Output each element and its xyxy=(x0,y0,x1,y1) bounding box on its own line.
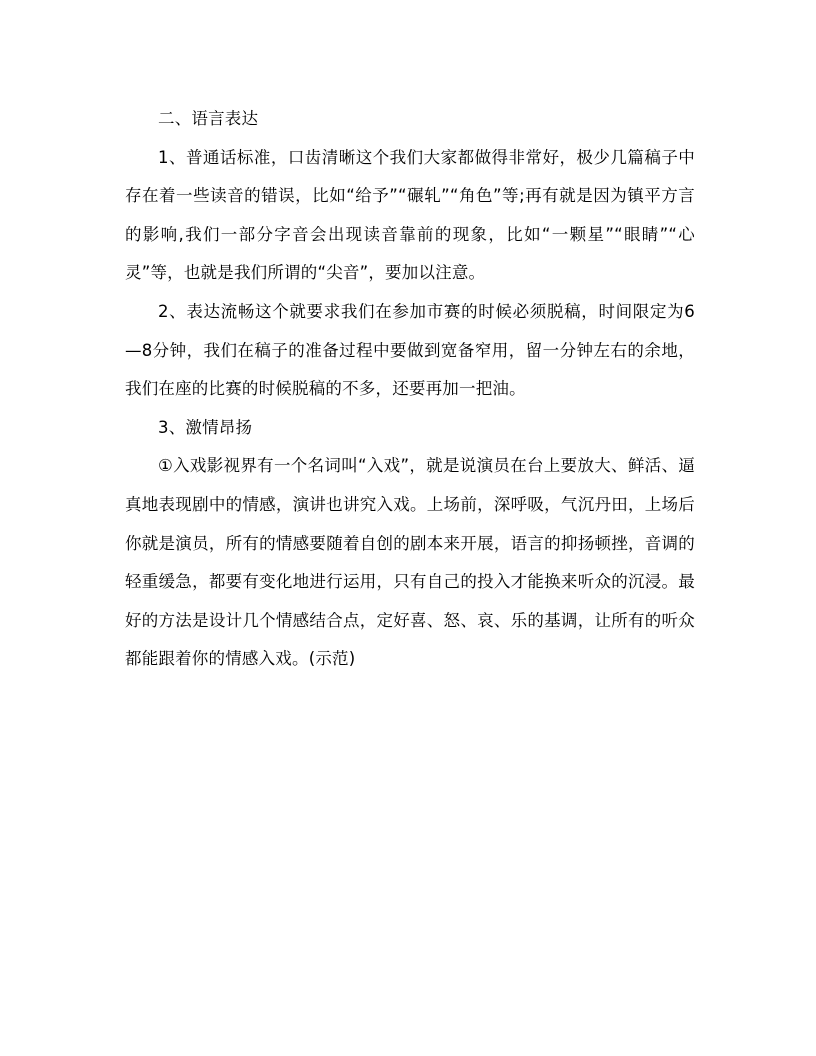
section-heading-language-expression: 二、语言表达 xyxy=(158,109,259,128)
paragraph-fluent-expression: 2、表达流畅这个就要求我们在参加市赛的时候必须脱稿，时间限定为6—8分钟，我们在稿子的准备过程中要做到宽备窄用，留一分钟左右的余地，我们在座的比赛的时候脱稿的不多，还要再加一把油。 xyxy=(125,301,695,399)
document-body xyxy=(125,100,695,679)
subheading-passion: 3、激情昂扬 xyxy=(158,417,253,437)
paragraph-mandarin-standard: 1、普通话标准，口齿清晰这个我们大家都做得非常好，极少几篇稿子中存在着一些读音的错误，比如“给予”“碾轧”“角色”等;再有就是因为镇平方言的影响,我们一部分字音会出现读音靠前的现象，比如“一颗星”“眼睛”“心灵”等，也就是我们所谓的“尖音”，要加以注意。 xyxy=(125,147,695,283)
paragraph-get-into-role: ①入戏影视界有一个名词叫“入戏”，就是说演员在台上要放大、鲜活、逼真地表现剧中的情感，演讲也讲究入戏。上场前，深呼吸，气沉丹田，上场后你就是演员，所有的情感要随着自创的剧本来开展，语言的抑扬顿挫，音调的轻重缓急，都要有变化地进行运用，只有自己的投入才能换来听众的沉浸。最好的方法是设计几个情感结合点，定好喜、怒、哀、乐的基调，让所有的听众都能跟着你的情感入戏。(示范) xyxy=(125,456,695,669)
